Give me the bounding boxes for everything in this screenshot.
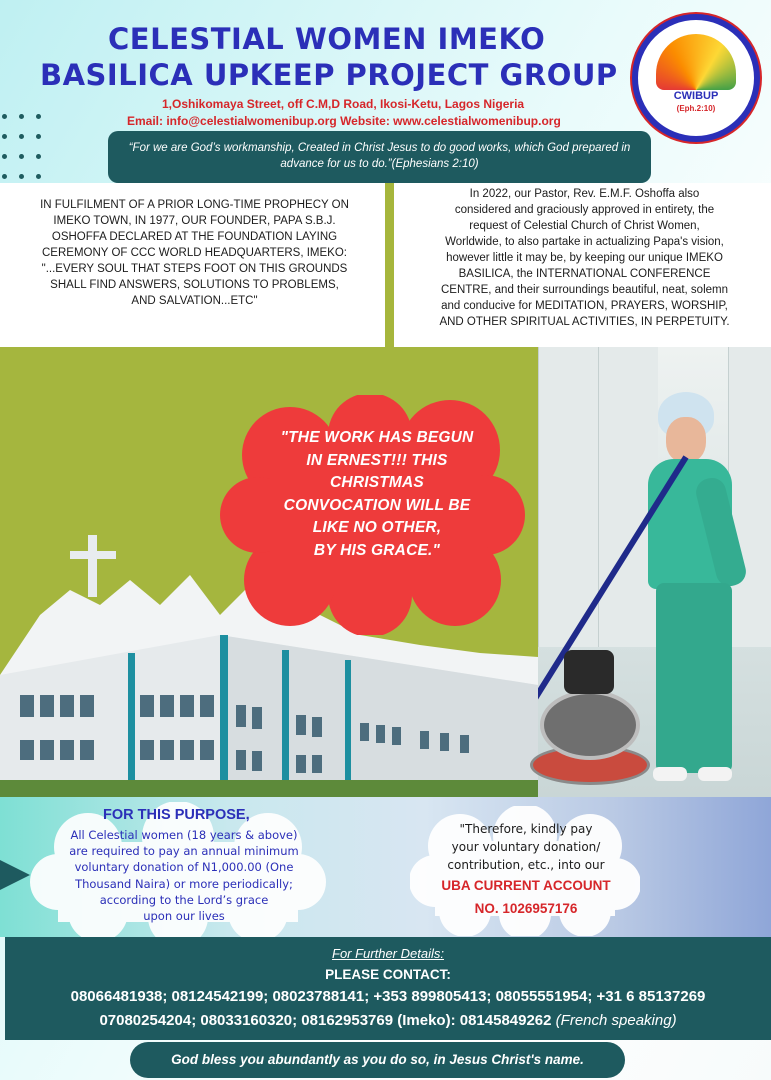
prophecy-line: IN FULFILMENT OF A PRIOR LONG-TIME PROPHECY ON bbox=[40, 199, 349, 211]
prophecy-line: SHALL FIND ANSWERS, SOLUTIONS TO PROBLEMS, bbox=[50, 279, 339, 291]
announcement-line: CHRISTMAS bbox=[330, 474, 424, 491]
approval-line: BASILICA, the INTERNATIONAL CONFERENCE bbox=[458, 268, 711, 280]
further-details-label: For Further Details: bbox=[332, 946, 444, 961]
wall-panel bbox=[728, 347, 771, 647]
dot-icon bbox=[2, 174, 7, 179]
rainbow-emblem-icon bbox=[656, 34, 736, 90]
announcement-line: BY HIS GRACE." bbox=[313, 541, 441, 559]
payment-line: contribution, etc., into our bbox=[447, 858, 605, 872]
dot-icon bbox=[2, 134, 7, 139]
announcement-line: IN ERNEST!!! THIS bbox=[306, 451, 448, 469]
worker-shoe bbox=[653, 767, 687, 781]
prophecy-line: CEREMONY OF CCC WORLD HEADQUARTERS, IMEKO: bbox=[42, 247, 347, 259]
dot-icon bbox=[19, 134, 24, 139]
payment-line: "Therefore, kindly pay bbox=[459, 822, 593, 836]
purpose-text bbox=[42, 827, 326, 924]
account-label: UBA CURRENT ACCOUNT bbox=[441, 878, 611, 893]
wall-panel bbox=[538, 347, 598, 647]
approval-line: request of Celestial Church of Christ Women, bbox=[469, 220, 700, 232]
prophecy-line: IMEKO TOWN, IN 1977, OUR FOUNDER, PAPA S.B.J. bbox=[53, 215, 336, 227]
announcement-line: LIKE NO OTHER, bbox=[312, 519, 442, 536]
dot-icon bbox=[2, 154, 7, 159]
title-line-1: CELESTIAL WOMEN IMEKO bbox=[108, 22, 546, 56]
approval-line: Worldwide, to also partake in actualizing Papa's vision, bbox=[445, 236, 724, 248]
approval-column bbox=[394, 183, 771, 347]
decorative-dots bbox=[0, 112, 50, 182]
polisher-body bbox=[540, 690, 640, 760]
prophecy-column bbox=[0, 183, 385, 347]
dot-icon bbox=[19, 174, 24, 179]
purpose-line: voluntary donation of N1,000.00 (One bbox=[74, 860, 294, 875]
approval-line: AND OTHER SPIRITUAL ACTIVITIES, IN PERPETUITY. bbox=[439, 316, 730, 328]
approval-line: considered and graciously approved in entirety, the bbox=[454, 204, 715, 216]
announcement-text bbox=[248, 427, 506, 562]
column-divider bbox=[385, 183, 394, 347]
contact-panel bbox=[5, 937, 771, 1040]
dot-icon bbox=[36, 134, 41, 139]
dot-icon bbox=[36, 174, 41, 179]
dot-icon bbox=[2, 114, 7, 119]
purpose-line: Thousand Naira) or more periodically; bbox=[75, 876, 293, 891]
dot-icon bbox=[36, 114, 41, 119]
polisher-motor bbox=[564, 650, 614, 694]
announcement-line: CONVOCATION WILL BE bbox=[283, 496, 471, 514]
blessing-banner: God bless you abundantly as you do so, in Jesus Christ's name. bbox=[130, 1042, 625, 1078]
worker-legs bbox=[656, 583, 732, 773]
approval-line: however little it may be, by keeping our unique IMEKO bbox=[446, 252, 723, 264]
approval-line: and conducive for MEDITATION, PRAYERS, WORSHIP, bbox=[441, 300, 728, 312]
email-website-text: Email: info@celestialwomenibup.org Website: www.celestialwomenibup.org bbox=[127, 114, 561, 128]
dot-icon bbox=[36, 154, 41, 159]
logo-verse: (Eph.2:10) bbox=[676, 104, 716, 113]
approval-line: CENTRE, and their surroundings beautiful, neat, solemn bbox=[440, 284, 728, 296]
address-text: 1,Oshikomaya Street, off C.M,D Road, Ikosi-Ketu, Lagos Nigeria bbox=[162, 97, 525, 111]
phone-numbers-line-2 bbox=[5, 1012, 771, 1029]
dot-icon bbox=[19, 154, 24, 159]
floor-polisher-machine bbox=[530, 650, 650, 800]
french-speaking-note: (French speaking) bbox=[555, 1012, 677, 1029]
purpose-line: according to the Lord’s grace bbox=[99, 892, 269, 907]
title-line-2: BASILICA UPKEEP PROJECT GROUP bbox=[40, 58, 618, 92]
account-number: NO. 1026957176 bbox=[474, 901, 578, 916]
cwibup-logo bbox=[632, 14, 760, 142]
scripture-quote: “For we are God’s workmanship, Created in Christ Jesus to do good works, which God prepared in advance for us to do.”(Ephesians 2:10) bbox=[108, 131, 651, 183]
prophecy-line: OSHOFFA DECLARED AT THE FOUNDATION LAYING bbox=[51, 231, 338, 243]
prophecy-line: AND SALVATION...ETC" bbox=[131, 295, 258, 307]
payment-text bbox=[420, 820, 632, 874]
prophecy-line: "...EVERY SOUL THAT STEPS FOOT ON THIS GROUNDS bbox=[41, 263, 348, 275]
purpose-line: All Celestial women (18 years & above) bbox=[70, 828, 298, 842]
logo-acronym: CWIBUP bbox=[673, 90, 719, 102]
arrow-right-icon bbox=[0, 860, 30, 890]
purpose-title: FOR THIS PURPOSE, bbox=[103, 807, 250, 823]
dot-icon bbox=[19, 114, 24, 119]
phone-numbers-line-1: 08066481938; 08124542199; 08023788141; +353 899805413; 08055551954; +31 6 85137269 bbox=[70, 988, 706, 1005]
worker-shoe bbox=[698, 767, 732, 781]
payment-line: your voluntary donation/ bbox=[451, 840, 601, 854]
purpose-line: are required to pay an annual minimum bbox=[69, 844, 299, 859]
purpose-line: upon our lives bbox=[143, 909, 225, 924]
please-contact-label: PLEASE CONTACT: bbox=[325, 967, 451, 982]
phone-numbers-line-2-text: 07080254204; 08033160320; 08162953769 (Imeko): 08145849262 bbox=[99, 1012, 552, 1029]
approval-line: In 2022, our Pastor, Rev. E.M.F. Oshoffa also bbox=[469, 188, 700, 200]
announcement-line: "THE WORK HAS BEGUN bbox=[280, 429, 474, 446]
